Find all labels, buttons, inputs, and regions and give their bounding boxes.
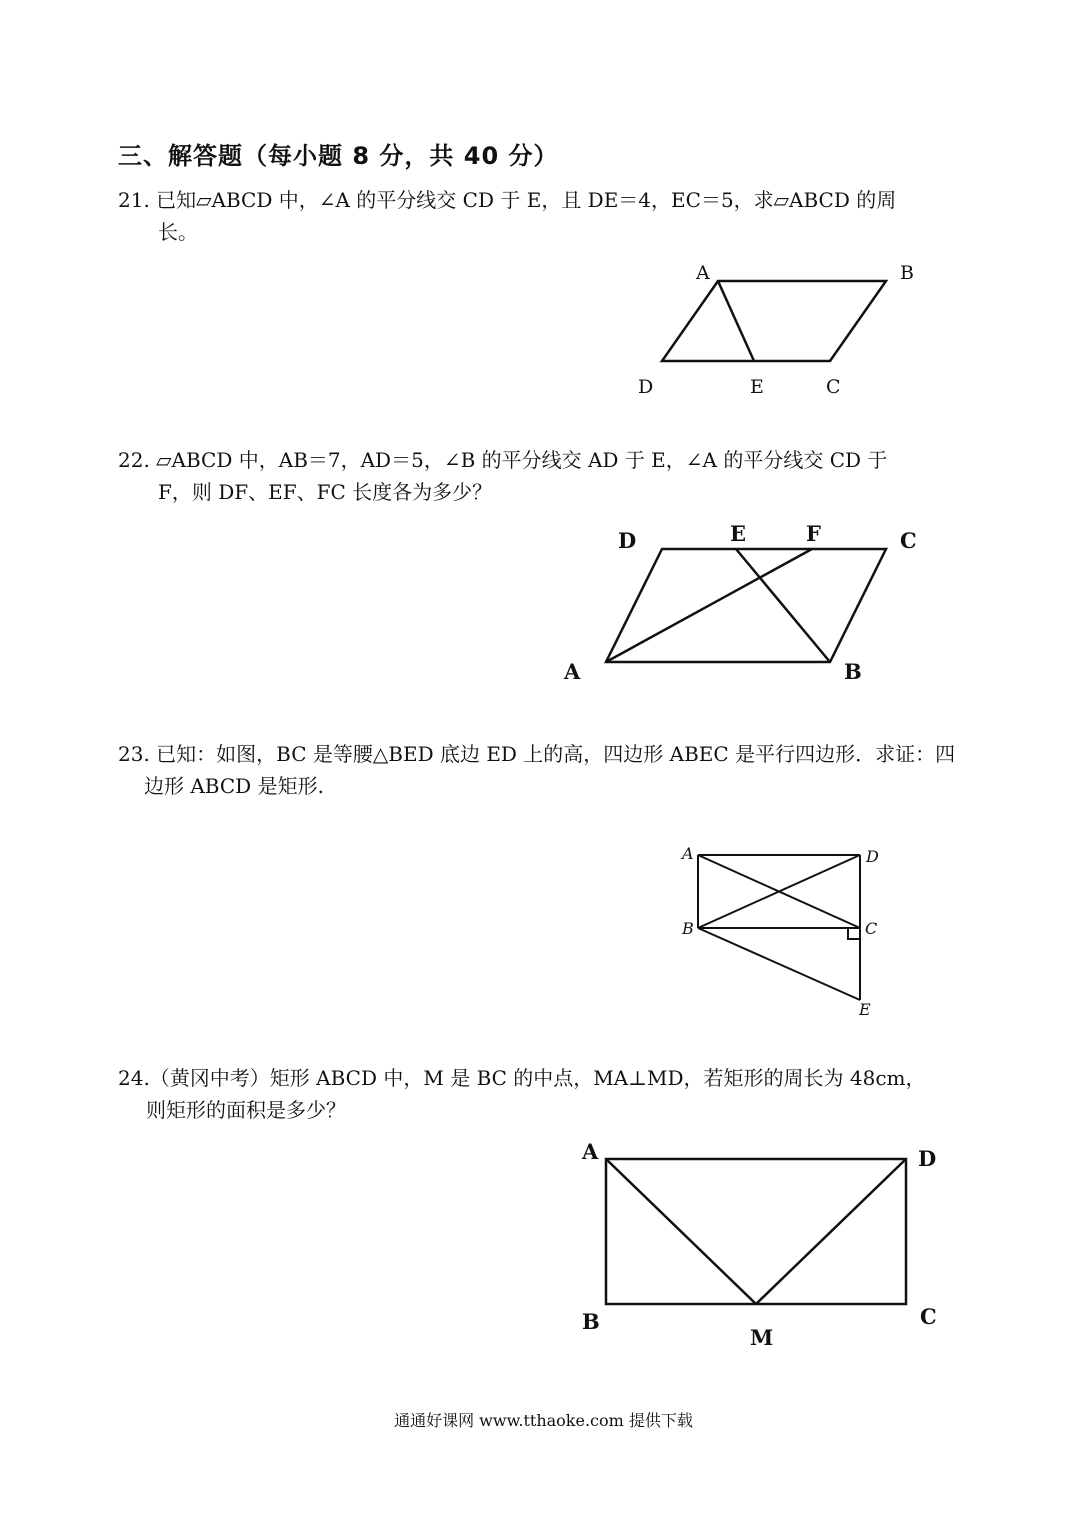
- question-24: [118, 1062, 974, 1126]
- footer-download-note: 通通好课网 www.tthaoke.com 提供下载: [394, 1411, 693, 1430]
- label-d: D: [866, 847, 879, 866]
- rectangle-abcd: [606, 1159, 906, 1304]
- question-23-line1: 23. 已知：如图，BC 是等腰△BED 底边 ED 上的高，四边形 ABEC 是平行四边形．求证：四: [118, 742, 956, 766]
- label-a: A: [582, 1139, 599, 1164]
- segment-be: [698, 928, 860, 1000]
- label-a: A: [696, 262, 710, 284]
- question-23-line2: 边形 ABCD 是矩形.: [144, 774, 324, 798]
- right-angle-mark: [848, 928, 860, 939]
- section-title: 三、解答题（每小题 8 分，共 40 分）: [118, 142, 559, 170]
- question-22-line2: F，则 DF、EF、FC 长度各为多少？: [158, 480, 493, 504]
- figure-24: [570, 1135, 950, 1360]
- segment-dm: [756, 1159, 906, 1304]
- question-24-line1: 24.（黄冈中考）矩形 ABCD 中，M 是 BC 的中点，MA⊥MD，若矩形的周长为 48cm，: [118, 1066, 926, 1090]
- label-c: C: [826, 376, 841, 398]
- parallelogram-abcd: [662, 281, 886, 361]
- label-c: C: [900, 528, 917, 553]
- question-23: [118, 738, 974, 802]
- question-22-line1: 22. ▱ABCD 中，AB＝7，AD＝5，∠B 的平分线交 AD 于 E，∠A 的平分线交 CD 于: [118, 448, 888, 472]
- bisector-ae: [718, 281, 754, 361]
- label-b: B: [900, 262, 914, 284]
- label-e: E: [730, 521, 747, 546]
- question-22: [118, 444, 974, 508]
- bisector-af: [606, 549, 812, 662]
- label-d: D: [618, 528, 637, 553]
- label-a: A: [564, 659, 581, 684]
- segment-am: [606, 1159, 756, 1304]
- parallelogram-abcd: [606, 549, 886, 662]
- figure-23: [660, 835, 900, 1025]
- label-e: E: [859, 1000, 871, 1019]
- label-m: M: [750, 1325, 774, 1350]
- label-b: B: [844, 659, 862, 684]
- label-b: B: [682, 919, 694, 938]
- question-21: [118, 184, 974, 248]
- label-b: B: [582, 1309, 600, 1334]
- question-21-line2: 长。: [158, 220, 198, 244]
- label-e: E: [750, 376, 764, 398]
- label-a: A: [682, 844, 694, 863]
- figure-21: [620, 255, 940, 405]
- question-24-line2: 则矩形的面积是多少？: [146, 1098, 346, 1122]
- question-21-line1: 21. 已知▱ABCD 中，∠A 的平分线交 CD 于 E，且 DE＝4，EC＝5，求▱ABCD 的周: [118, 188, 897, 212]
- label-c: C: [865, 919, 878, 938]
- label-d: D: [638, 376, 654, 398]
- label-f: F: [806, 521, 821, 546]
- label-d: D: [918, 1146, 937, 1171]
- label-c: C: [920, 1304, 937, 1329]
- figure-22: [550, 515, 930, 690]
